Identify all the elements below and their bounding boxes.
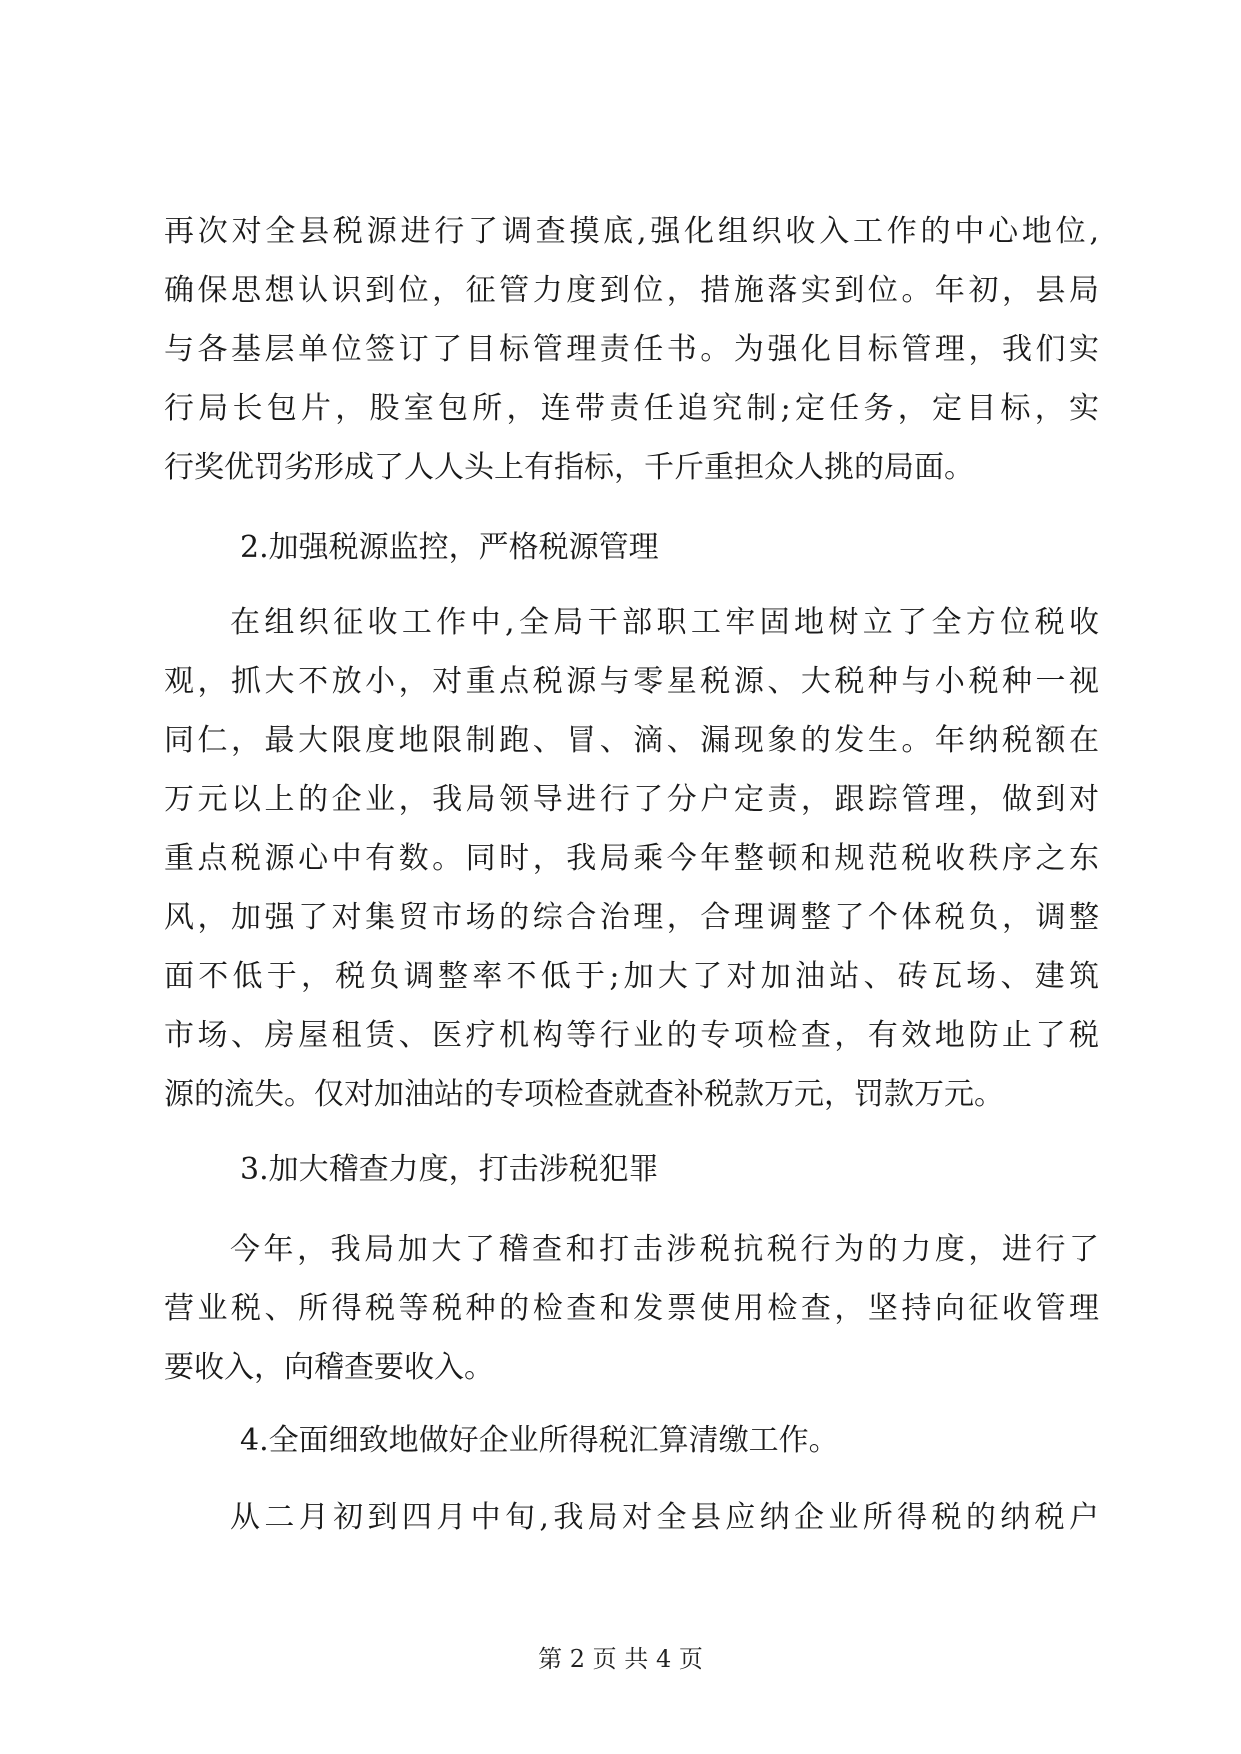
body-text-line: 与各基层单位签订了目标管理责任书。为强化目标管理，我们实	[164, 332, 1099, 367]
body-text-line: 市场、房屋租赁、医疗机构等行业的专项检查，有效地防止了税	[164, 1018, 1099, 1053]
body-text-line: 营业税、所得税等税种的检查和发票使用检查，坚持向征收管理	[164, 1291, 1099, 1326]
body-text-line: 再次对全县税源进行了调查摸底,强化组织收入工作的中心地位,	[164, 214, 1099, 249]
body-text-line: 行奖优罚劣形成了人人头上有指标，千斤重担众人挑的局面。	[164, 450, 974, 485]
body-text-line: 行局长包片，股室包所，连带责任追究制;定任务，定目标，实	[164, 391, 1099, 426]
body-text-line: 要收入，向稽查要收入。	[164, 1350, 494, 1385]
body-text-line: 今年，我局加大了稽查和打击涉税抗税行为的力度，进行了	[230, 1232, 1099, 1267]
body-text-line: 面不低于，税负调整率不低于;加大了对加油站、砖瓦场、建筑	[164, 959, 1099, 994]
body-text-line: 风，加强了对集贸市场的综合治理，合理调整了个体税负，调整	[164, 900, 1099, 935]
body-text-line: 在组织征收工作中,全局干部职工牢固地树立了全方位税收	[230, 605, 1099, 640]
section-heading: 3.加大稽查力度，打击涉税犯罪	[240, 1152, 659, 1187]
body-text-line: 源的流失。仅对加油站的专项检查就查补税款万元，罚款万元。	[164, 1077, 1004, 1112]
section-heading: 4.全面细致地做好企业所得税汇算清缴工作。	[240, 1423, 839, 1458]
body-text-line: 观，抓大不放小，对重点税源与零星税源、大税种与小税种一视	[164, 664, 1099, 699]
body-text-line: 从二月初到四月中旬,我局对全县应纳企业所得税的纳税户	[230, 1500, 1099, 1535]
body-text-line: 同仁，最大限度地限制跑、冒、滴、漏现象的发生。年纳税额在	[164, 723, 1099, 758]
section-heading: 2.加强税源监控，严格税源管理	[240, 530, 659, 565]
page-number-footer: 第 2 页 共 4 页	[538, 1645, 703, 1673]
body-text-line: 确保思想认识到位，征管力度到位，措施落实到位。年初，县局	[164, 273, 1099, 308]
body-text-line: 重点税源心中有数。同时，我局乘今年整顿和规范税收秩序之东	[164, 841, 1099, 876]
body-text-line: 万元以上的企业，我局领导进行了分户定责，跟踪管理，做到对	[164, 782, 1099, 817]
